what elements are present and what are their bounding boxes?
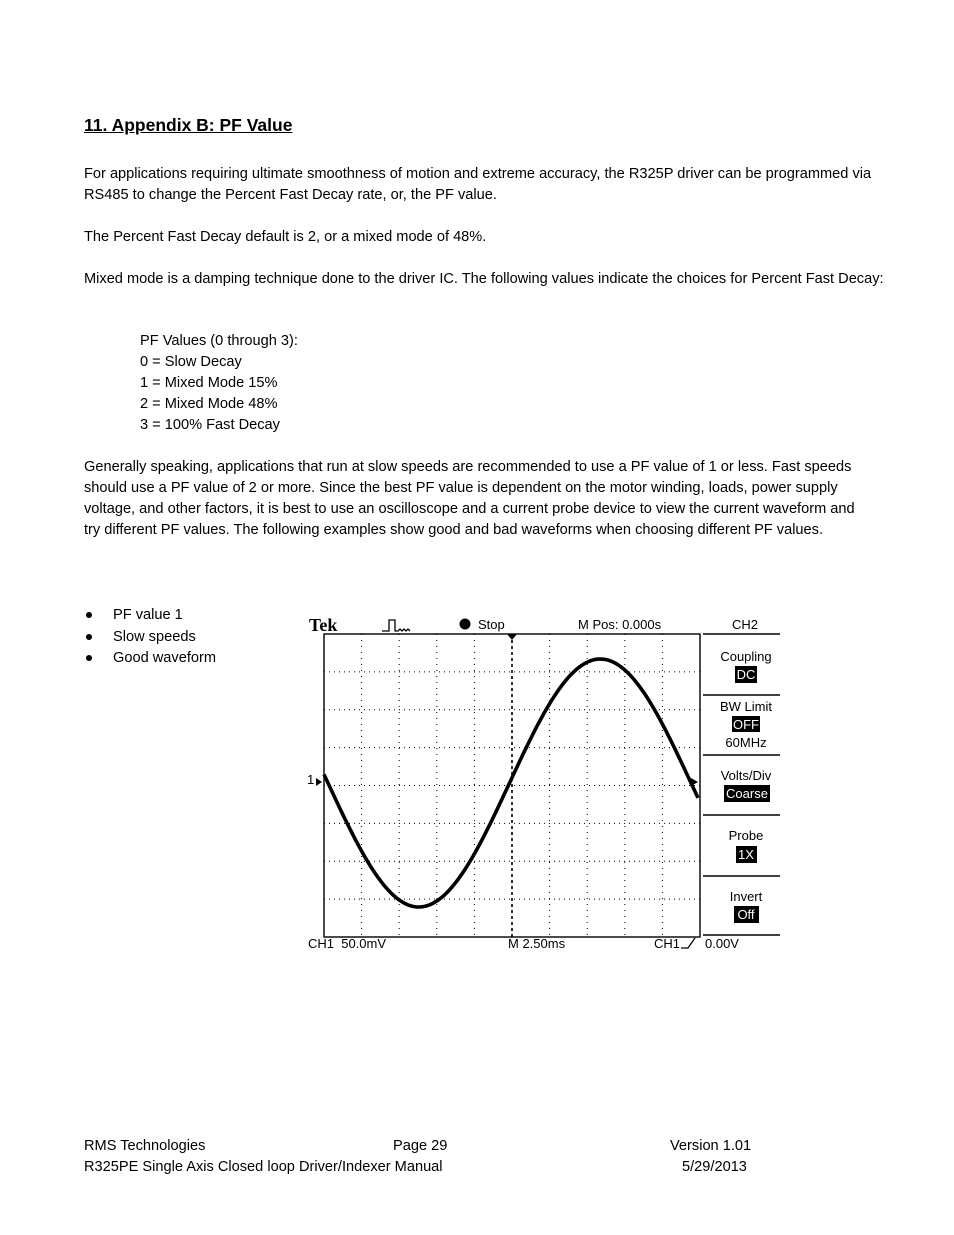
trigger-level-arrow-icon <box>691 778 698 786</box>
bullet-text: Good waveform <box>113 650 217 666</box>
pf-list-item: 1 = Mixed Mode 15% <box>140 375 278 391</box>
bw-limit-label: BW Limit <box>720 699 772 714</box>
trigger-edge-icon <box>382 620 410 631</box>
scope-channel: CH2 <box>732 617 759 632</box>
scope-trigger-channel: CH1 <box>654 936 681 951</box>
channel-marker: 1 <box>307 772 315 787</box>
bullet-dot-icon <box>86 612 92 618</box>
invert-label: Invert <box>729 889 763 904</box>
current-waveform <box>324 659 698 907</box>
guidance-paragraph: Generally speaking, applications that run at slow speeds are recommended to use a PF value of 1 or less. Fast speeds should use a PF value of 2 or more. Since the best PF value is dependent on the motor winding, loads, power supply voltage, and other factors, it is best to use an oscilloscope and a current probe device to view the current waveform and try different PF values. The following examples show good and bad waveforms when choosing different PF values. <box>84 459 855 538</box>
pf-values-list <box>140 331 298 436</box>
probe-value: 1X <box>738 847 754 862</box>
bullet-dot-icon <box>86 655 92 661</box>
scope-ch-scale: CH1 50.0mV <box>308 936 387 951</box>
invert-value: Off <box>737 907 755 922</box>
scope-trigger-level: 0.00V <box>705 936 739 951</box>
pf-list-item: 0 = Slow Decay <box>140 354 242 370</box>
bullet-item <box>84 648 216 670</box>
volts-div-label: Volts/Div <box>720 768 772 783</box>
pf-list-item: PF Values (0 through 3): <box>140 333 298 349</box>
footer-version: Version 1.01 <box>670 1138 752 1154</box>
waveform-bullet-list <box>84 605 216 670</box>
bullet-text: PF value 1 <box>113 607 183 623</box>
footer-date: 5/29/2013 <box>682 1159 747 1175</box>
pf-list-item: 3 = 100% Fast Decay <box>140 417 280 433</box>
coupling-label: Coupling <box>720 649 772 664</box>
bullet-item <box>84 605 216 627</box>
scope-mpos: M Pos: 0.000s <box>578 617 662 632</box>
section-heading: 11. Appendix B: PF Value <box>84 115 293 135</box>
scope-graticule <box>324 634 700 937</box>
volts-div-value: Coarse <box>726 786 768 801</box>
oscilloscope-screenshot <box>306 612 782 954</box>
intro-paragraph: For applications requiring ultimate smoothness of motion and extreme accuracy, the R325P driver can be programmed via RS485 to change the Percent Fast Decay rate, or, the PF value. <box>84 166 872 203</box>
bw-limit-value: OFF <box>733 717 759 732</box>
rising-edge-icon <box>681 938 695 948</box>
footer-company: RMS Technologies <box>84 1138 206 1154</box>
pf-list-item: 2 = Mixed Mode 48% <box>140 396 278 412</box>
footer-page-number: Page 29 <box>393 1138 448 1154</box>
mixed-mode-paragraph: Mixed mode is a damping technique done to the driver IC. The following values indicate the choices for Percent Fast Decay: <box>84 271 884 287</box>
bullet-text: Slow speeds <box>113 628 196 645</box>
scope-side-menu <box>703 634 780 935</box>
scope-timebase: M 2.50ms <box>508 936 566 951</box>
default-paragraph: The Percent Fast Decay default is 2, or a mixed mode of 48%. <box>84 229 487 245</box>
bullet-item <box>84 627 216 649</box>
channel-marker-arrow-icon <box>316 778 322 786</box>
scope-status: Stop <box>478 617 505 632</box>
probe-label: Probe <box>728 828 764 843</box>
coupling-value: DC <box>736 667 756 682</box>
bullet-dot-icon <box>86 634 92 640</box>
footer-manual-title: R325PE Single Axis Closed loop Driver/Indexer Manual <box>84 1159 443 1175</box>
scope-brand: Tek <box>309 615 338 635</box>
stop-indicator-icon <box>460 619 471 630</box>
bw-limit-extra: 60MHz <box>725 735 767 750</box>
